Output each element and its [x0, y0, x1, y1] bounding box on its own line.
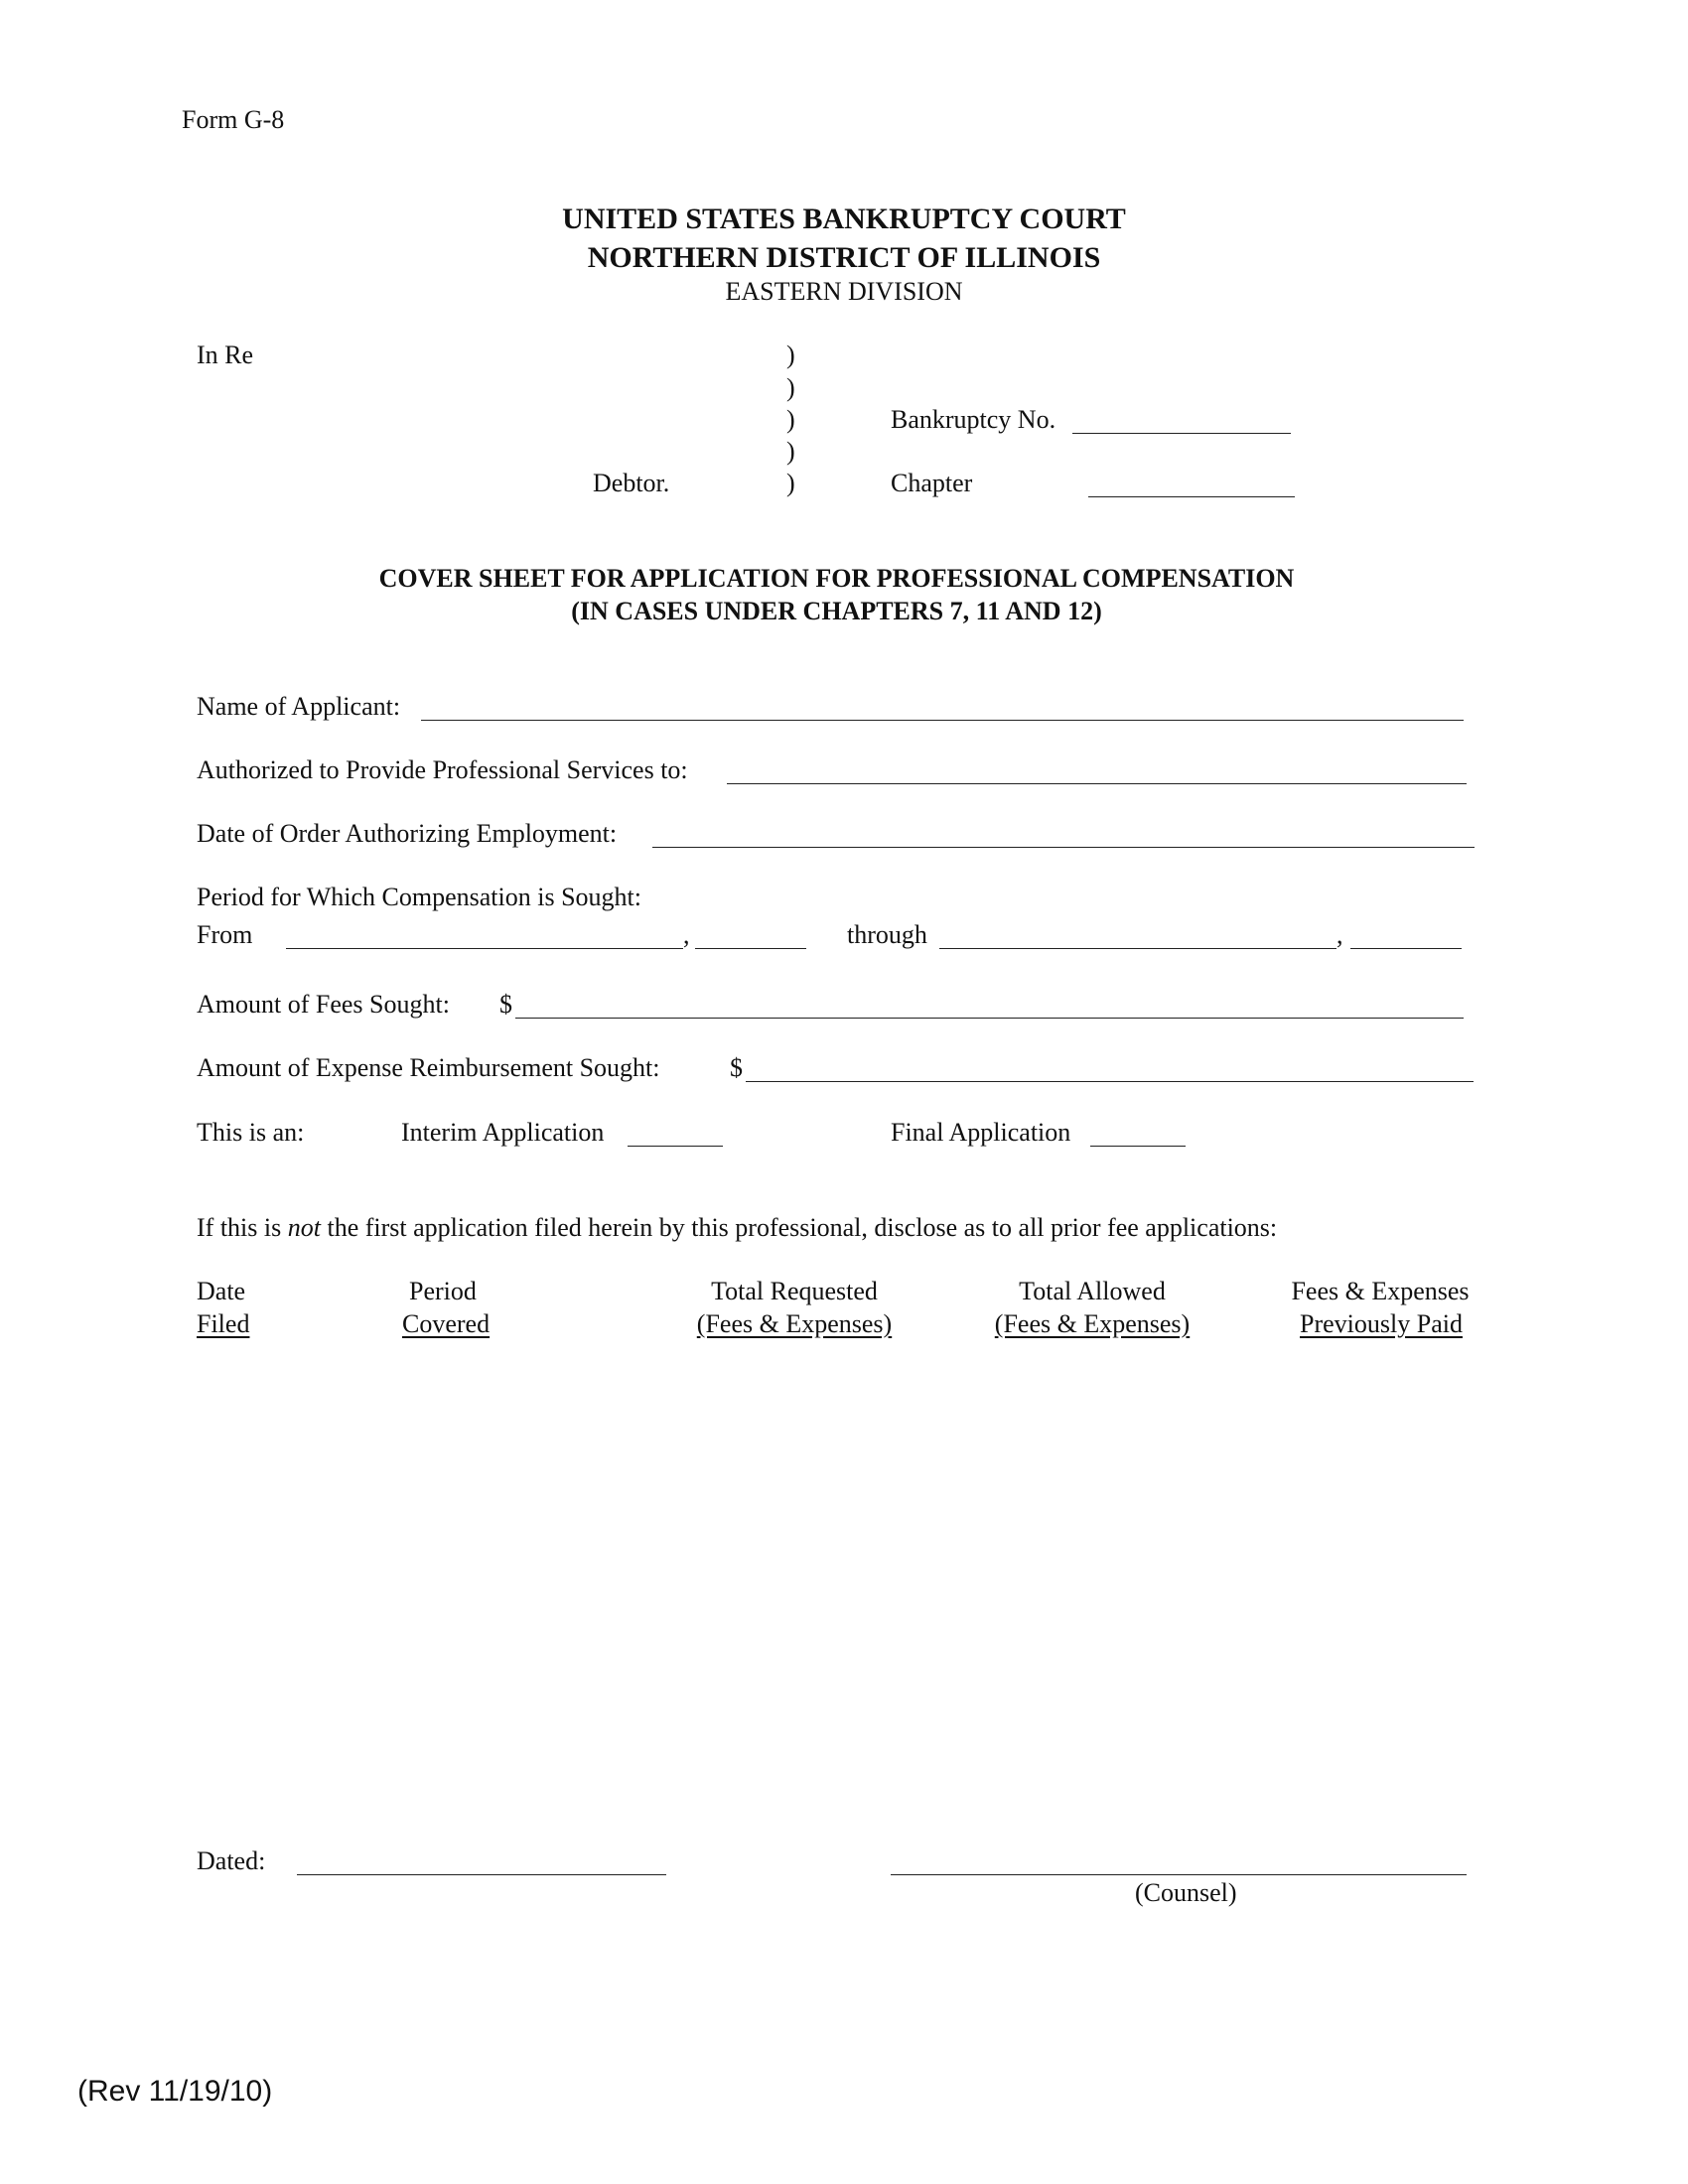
- col-total-allowed-bottom: (Fees & Expenses): [994, 1309, 1191, 1338]
- col-total-requested-top: Total Requested: [711, 1277, 878, 1305]
- through-label: through: [847, 920, 927, 949]
- caption-paren: ): [786, 405, 795, 434]
- counsel-signature-field[interactable]: [891, 1874, 1467, 1875]
- interim-application-field[interactable]: [628, 1146, 723, 1147]
- from-year-field[interactable]: [695, 948, 806, 949]
- from-date-field[interactable]: [286, 948, 683, 949]
- col-previously-paid-bottom: Previously Paid: [1300, 1309, 1463, 1338]
- caption-paren: ): [786, 341, 795, 369]
- bankruptcy-no-field[interactable]: [1072, 433, 1291, 434]
- final-application-label: Final Application: [891, 1118, 1071, 1147]
- caption-paren: ): [786, 373, 795, 402]
- this-is-an-label: This is an:: [197, 1118, 305, 1147]
- period-sought-label: Period for Which Compensation is Sought:: [197, 883, 641, 911]
- col-date-filed-top: Date: [197, 1277, 246, 1305]
- fees-sought-label: Amount of Fees Sought:: [197, 990, 450, 1019]
- dated-field[interactable]: [297, 1874, 666, 1875]
- prior-note-emphasis: not: [287, 1213, 321, 1242]
- caption-paren: ): [786, 437, 795, 466]
- form-title-line1: COVER SHEET FOR APPLICATION FOR PROFESSIONAL COMPENSATION: [378, 564, 1295, 593]
- through-comma: ,: [1336, 920, 1343, 949]
- fees-sought-field[interactable]: [515, 1018, 1464, 1019]
- expense-sought-field[interactable]: [746, 1081, 1474, 1082]
- in-re-label: In Re: [197, 341, 254, 369]
- court-name: UNITED STATES BANKRUPTCY COURT: [562, 203, 1126, 235]
- authorized-to-field[interactable]: [727, 783, 1467, 784]
- final-application-field[interactable]: [1090, 1146, 1186, 1147]
- name-of-applicant-label: Name of Applicant:: [197, 692, 401, 721]
- district-name: NORTHERN DISTRICT OF ILLINOIS: [587, 241, 1101, 274]
- bankruptcy-no-label: Bankruptcy No.: [891, 405, 1056, 434]
- chapter-label: Chapter: [891, 469, 973, 497]
- prior-applications-note: [197, 1215, 1277, 1241]
- form-id: Form G-8: [182, 105, 285, 134]
- date-of-order-label: Date of Order Authorizing Employment:: [197, 819, 618, 848]
- form-title-line2: (IN CASES UNDER CHAPTERS 7, 11 AND 12): [571, 597, 1102, 625]
- col-total-allowed-top: Total Allowed: [1019, 1277, 1166, 1305]
- counsel-label: (Counsel): [1135, 1878, 1237, 1907]
- from-label: From: [197, 920, 253, 949]
- name-of-applicant-field[interactable]: [421, 720, 1464, 721]
- col-date-filed-bottom: Filed: [197, 1309, 250, 1338]
- through-date-field[interactable]: [939, 948, 1336, 949]
- debtor-label: Debtor.: [593, 469, 670, 497]
- col-total-requested-bottom: (Fees & Expenses): [696, 1309, 893, 1338]
- fees-dollar-sign: $: [499, 990, 512, 1019]
- chapter-field[interactable]: [1088, 496, 1295, 497]
- prior-note-part: the first application filed herein by this professional, disclose as to all prior fee applications:: [320, 1213, 1278, 1242]
- date-of-order-field[interactable]: [652, 847, 1475, 848]
- col-period-covered-bottom: Covered: [402, 1309, 491, 1338]
- from-comma: ,: [683, 920, 690, 949]
- authorized-to-label: Authorized to Provide Professional Services to:: [197, 755, 688, 784]
- prior-note-part: If this is: [197, 1213, 288, 1242]
- revision-date: (Rev 11/19/10): [77, 2075, 273, 2108]
- expense-sought-label: Amount of Expense Reimbursement Sought:: [197, 1053, 660, 1082]
- dated-label: Dated:: [197, 1846, 266, 1875]
- caption-paren: ): [786, 469, 795, 497]
- through-year-field[interactable]: [1350, 948, 1462, 949]
- expense-dollar-sign: $: [730, 1053, 743, 1082]
- col-period-covered-top: Period: [409, 1277, 477, 1305]
- division-name: EASTERN DIVISION: [725, 277, 963, 306]
- col-previously-paid-top: Fees & Expenses: [1291, 1277, 1470, 1305]
- interim-application-label: Interim Application: [401, 1118, 605, 1147]
